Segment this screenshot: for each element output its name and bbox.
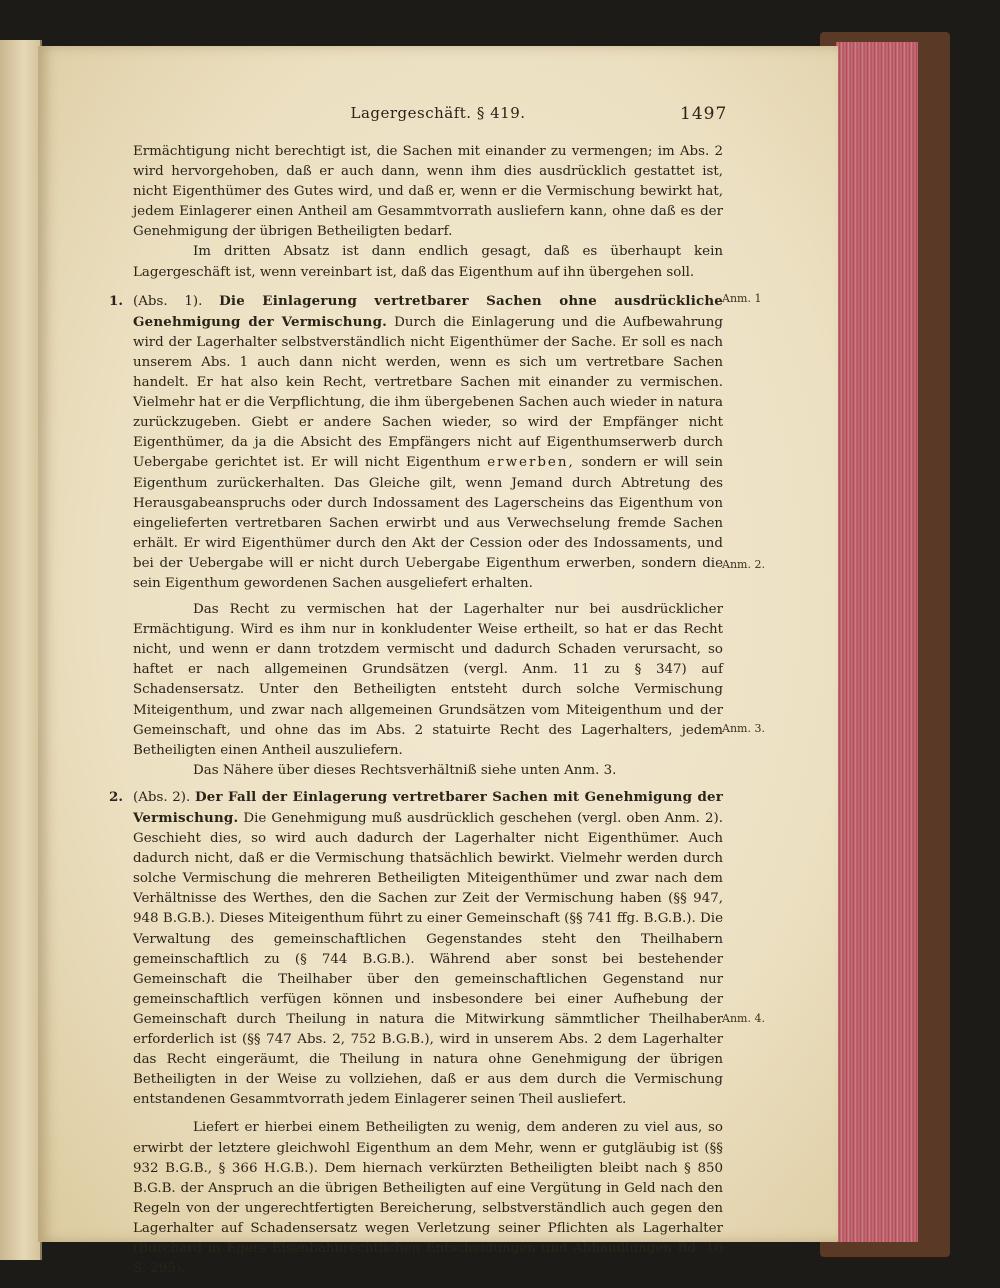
book-page (38, 46, 838, 1277)
paragraph-naehere: Das Nähere über dieses Rechtsverhältniß siehe unten Anm. 3. (193, 762, 617, 778)
section-2-lead: (Abs. 2). (133, 789, 191, 805)
paragraph-continuation: Ermächtigung nicht berechtigt ist, die Sachen mit einander zu vermengen; im Abs. 2 wird hervorgehoben, daß er auch dann, wenn ihm dies ausdrücklich gestattet ist, nicht Eigenthümer des Gutes wird, und daß er, wenn er die Vermischung bewirkt hat, jedem Einlagerer einen Antheil am Gesammtvorrath ausliefern kann, ohne daß es der Genehmigung der übrigen Betheiligten bedarf. (133, 144, 723, 240)
section-1-spaced-word: erwerben, (487, 455, 575, 471)
paragraph-liefert: Liefert er hierbei einem Betheiligten zu wenig, dem anderen zu viel aus, so erwirbt der letztere gleichwohl Eigenthum an dem Mehr, wenn er gutgläubig ist (§§ 932 B.G.B., § 366 H.G.B.). Dem hiernach verkürzten Betheiligten bleibt nach § 850 B.G.B. der Anspruch an die übrigen Betheiligten auf eine Vergütung in Geld nach den Regeln von der ungerechtfertigten Bereicherung, selbstverständlich auch gegen den Lagerhalter auf Schadensersatz wegen Verletzung seiner Pflichten als Lagerhalter (Burchard in Egers Eisenbahnrechtlichen Entscheidungen und Abhandlungen Bd. 16 S. 295). (133, 1120, 723, 1277)
paragraph-ermaechtigung: Das Recht zu vermischen hat der Lagerhalter nur bei ausdrücklicher Ermächtigung. Wird es ihm nur in konkludenter Weise ertheilt, so hat er das Recht nicht, und wenn er dann trotzdem vermischt und dadurch Schaden verursacht, so haftet er nach allgemeinen Grundsätzen (vergl. Anm. 11 zu § 347) auf Schadensersatz. Unter den Betheiligten entsteht durch solche Vermischung Miteigenthum, und zwar nach allgemeinen Grundsätzen vom Miteigenthum und der Gemeinschaft, und ohne das im Abs. 2 statuirte Recht des Lagerhalters, jedem Betheiligten einen Antheil auszuliefern. (133, 602, 723, 758)
section-2-body: Die Genehmigung muß ausdrücklich geschehen (vergl. oben Anm. 2). Geschieht dies, so wird auch dadurch der Lagerhalter nicht Eigenthümer. Auch dadurch nicht, daß er die Vermischung thatsächlich bewirkt. Vielmehr werden durch solche Vermischung die mehreren Betheiligten Miteigenthümer und zwar nach dem Verhältnisse des Werthes, den die Sachen zur Zeit der Vermischung haben (§§ 947, 948 B.G.B.). Dieses Miteigenthum führt zu einer Gemeinschaft (§§ 741 ffg. B.G.B.). Die Verwaltung des gemeinschaftlichen Gegenstandes steht den Theilhabern gemeinschaftlich zu (§ 744 B.G.B.). Während aber sonst bei bestehender Gemeinschaft die Theilhaber über den gemeinschaftlichen Gegenstand nur gemeinschaftlich verfügen können und insbesondere bei einer Aufhebung der Gemeinschaft durch Theilung in natura die Mitwirkung sämmtlicher Theilhaber erforderlich ist (§§ 747 Abs. 2, 752 B.G.B.), wird in unserem Abs. 2 dem Lagerhalter das Recht eingeräumt, die Theilung in natura ohne Genehmigung der übrigen Betheiligten in der Weise zu vollziehen, daß er aus dem durch die Vermischung entstandenen Gesammtvorrath jedem Einlagerer seinen Theil ausliefert. (133, 811, 723, 1108)
page-edges (836, 42, 918, 1242)
section-1-body-b: sondern er will sein Eigenthum zurückerhalten. Das Gleiche gilt, wenn Jemand durch Abtretung des Herausgabeanspruchs oder durch Indossament des Lagerscheins das Eigenthum von eingelieferten vertretbaren Sachen erwirbt und aus Verwechselung fremde Sachen erhält. Er wird Eigenthümer durch den Akt der Cession oder des Indossaments, und bei der Uebergabe will er nicht durch Uebergabe Eigenthum erwerben, sondern die sein Eigenthum gewordenen Sachen ausgeliefert erhalten. (133, 455, 723, 591)
section-2-number: 2. (109, 788, 123, 805)
page-number: 1497 (680, 104, 728, 124)
section-1-number: 1. (109, 292, 123, 309)
section-2-heading: Der Fall der Einlagerung vertretbarer Sachen mit Genehmigung der Vermischung. (133, 788, 723, 826)
margin-note-anm-1: Anm. 1 (722, 292, 762, 305)
section-2 (109, 787, 723, 1111)
margin-note-anm-3: Anm. 3. (722, 722, 765, 735)
left-page-edge (0, 40, 42, 1260)
running-title: Lagergeschäft. § 419. (350, 104, 526, 122)
section-1-lead: (Abs. 1). (133, 293, 203, 309)
margin-note-anm-2: Anm. 2. (722, 558, 765, 571)
margin-note-anm-4: Anm. 4. (722, 1012, 765, 1025)
section-1-heading: Die Einlagerung vertretbarer Sachen ohne ausdrückliche Genehmigung der Vermischung. (133, 292, 723, 330)
running-header (38, 104, 838, 130)
body-text (109, 142, 723, 1279)
section-1-body-a: Durch die Einlagerung und die Aufbewahrung wird der Lagerhalter selbstverständlich nicht Eigenthümer der Sache. Er soll es nach unserem Abs. 1 auch dann nicht werden, wenn es sich um vertretbare Sachen handelt. Er hat also kein Recht, vertretbare Sachen mit einander zu vermischen. Vielmehr hat er die Verpflichtung, die ihm übergebenen Sachen auch wieder in natura zurückzugeben. Giebt er andere Sachen wieder, so wird der Empfänger nicht Eigenthümer, da ja die Absicht des Empfängers nicht auf Eigenthumserwerb durch Uebergabe gerichtet ist. Er will nicht Eigenthum (133, 314, 723, 471)
paragraph-third-absatz: Im dritten Absatz ist dann endlich gesagt, daß es überhaupt kein Lagergeschäft ist, wenn vereinbart ist, daß das Eigenthum auf ihn übergehen soll. (133, 244, 723, 280)
section-1 (109, 291, 723, 594)
